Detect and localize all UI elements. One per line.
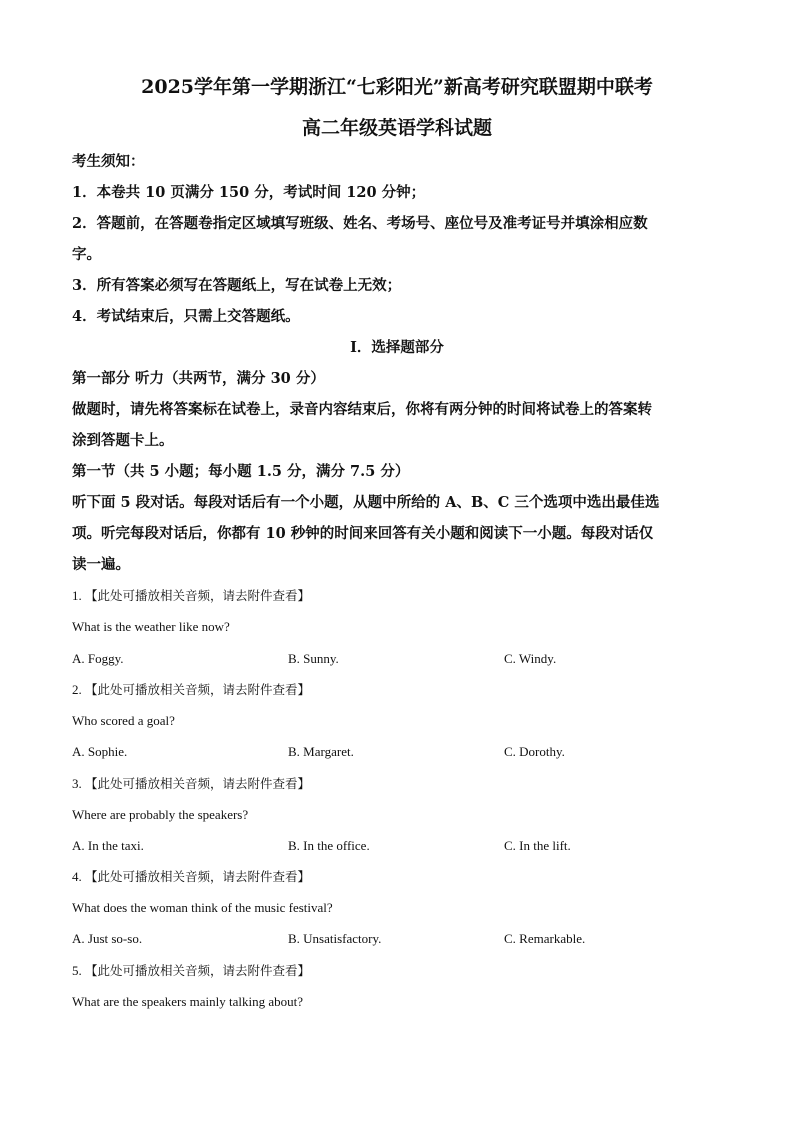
audio-placeholder[interactable]: 【此处可播放相关音频，请去附件查看】 xyxy=(85,588,311,603)
question-2-text: Who scored a goal? xyxy=(72,713,175,728)
notice-item-1: 1．本卷共 10 页满分 150 分，考试时间 120 分钟； xyxy=(72,184,426,201)
subsection-line-2: 项。听完每段对话后，你都有 10 秒钟的时间来回答有关小题和阅读下一小题。每段对话仅 xyxy=(72,525,654,542)
section-heading: Ⅰ．选择题部分 xyxy=(350,339,444,356)
question-number: 4. xyxy=(72,869,82,884)
question-5-text: What are the speakers mainly talking about? xyxy=(72,994,304,1009)
question-4-option-a: A. Just so-so. xyxy=(72,931,143,946)
subsection-line-3: 读一遍。 xyxy=(72,556,130,573)
question-3-option-b: B. In the office. xyxy=(288,838,370,853)
question-5-audio-line xyxy=(72,961,722,981)
question-1-option-c: C. Windy. xyxy=(504,651,557,666)
audio-placeholder[interactable]: 【此处可播放相关音频，请去附件查看】 xyxy=(85,682,311,697)
notice-item-3: 3．所有答案必须写在答题纸上，写在试卷上无效； xyxy=(72,277,402,294)
question-3-text: Where are probably the speakers? xyxy=(72,807,249,822)
question-4-option-b: B. Unsatisfactory. xyxy=(288,931,382,946)
question-3-option-a: A. In the taxi. xyxy=(72,838,144,853)
question-2-audio-line xyxy=(72,680,722,700)
exam-title: 2025学年第一学期浙江“七彩阳光”新高考研究联盟期中联考 xyxy=(141,76,653,98)
subsection-heading: 第一节（共 5 小题；每小题 1.5 分，满分 7.5 分） xyxy=(72,463,410,480)
question-1-option-a: A. Foggy. xyxy=(72,651,124,666)
notice-item-4: 4．考试结束后，只需上交答题纸。 xyxy=(72,308,300,325)
question-1-text: What is the weather like now? xyxy=(72,619,230,634)
question-2-option-c: C. Dorothy. xyxy=(504,744,565,759)
instruction-line-2: 涂到答题卡上。 xyxy=(72,432,174,449)
notice-item-2-line-2: 字。 xyxy=(72,246,101,263)
subsection-line-1: 听下面 5 段对话。每段对话后有一个小题，从题中所给的 A、B、C 三个选项中选出最佳选 xyxy=(72,494,660,511)
question-2-option-b: B. Margaret. xyxy=(288,744,354,759)
question-4-audio-line xyxy=(72,867,722,887)
part-heading: 第一部分 听力（共两节，满分 30 分） xyxy=(72,370,325,387)
question-4-text: What does the woman think of the music festival? xyxy=(72,900,333,915)
question-1-option-b: B. Sunny. xyxy=(288,651,339,666)
notice-heading: 考生须知： xyxy=(72,153,145,170)
exam-subtitle: 高二年级英语学科试题 xyxy=(301,117,492,139)
audio-placeholder[interactable]: 【此处可播放相关音频，请去附件查看】 xyxy=(85,869,311,884)
question-number: 1. xyxy=(72,588,82,603)
audio-placeholder[interactable]: 【此处可播放相关音频，请去附件查看】 xyxy=(85,776,311,791)
question-3-option-c: C. In the lift. xyxy=(504,838,571,853)
question-number: 2. xyxy=(72,682,82,697)
audio-placeholder[interactable]: 【此处可播放相关音频，请去附件查看】 xyxy=(85,963,311,978)
question-number: 3. xyxy=(72,776,82,791)
question-1-audio-line xyxy=(72,586,722,606)
notice-item-2-line-1: 2．答题前，在答题卷指定区域填写班级、姓名、考场号、座位号及准考证号并填涂相应数 xyxy=(72,215,648,232)
question-4-option-c: C. Remarkable. xyxy=(504,931,586,946)
question-2-option-a: A. Sophie. xyxy=(72,744,128,759)
instruction-line-1: 做题时，请先将答案标在试卷上，录音内容结束后，你将有两分钟的时间将试卷上的答案转 xyxy=(72,401,652,418)
question-number: 5. xyxy=(72,963,82,978)
question-3-audio-line xyxy=(72,774,722,794)
